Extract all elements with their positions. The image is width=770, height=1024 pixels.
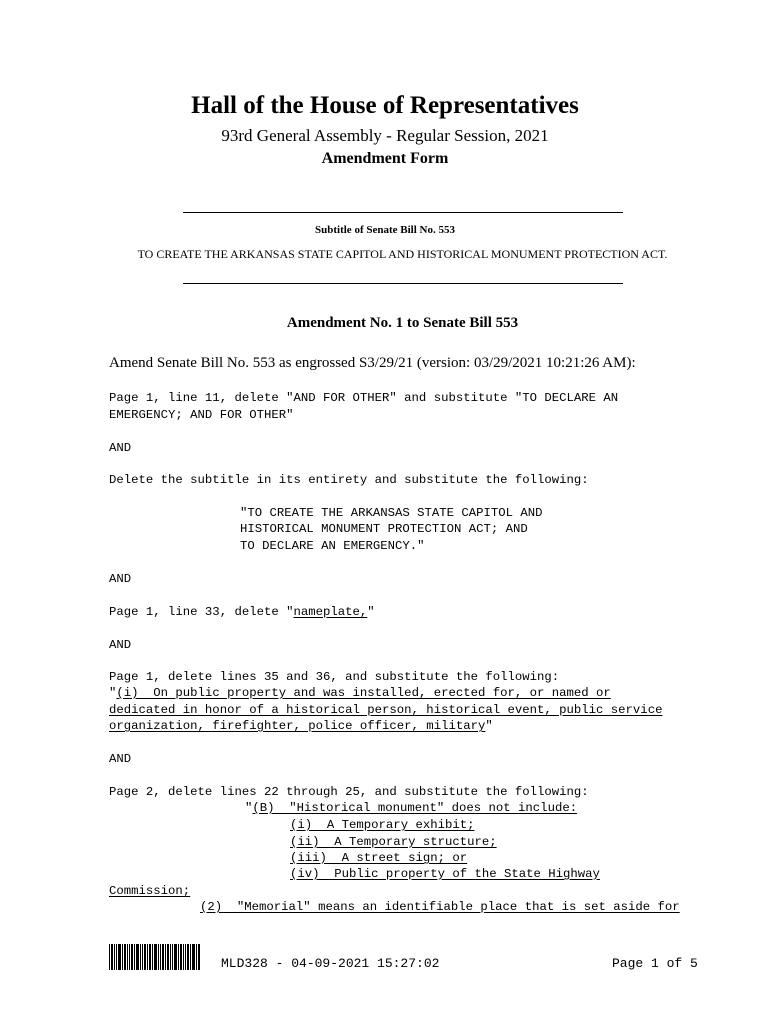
document-title: Hall of the House of Representatives: [191, 92, 579, 119]
and-separator-4: AND: [109, 752, 132, 766]
instruction-3-suffix: ": [367, 605, 375, 619]
and-separator-2: AND: [109, 572, 132, 586]
instruction-1-line-1: Page 1, line 11, delete "AND FOR OTHER" and substitute "TO DECLARE AN: [109, 391, 619, 405]
subtitle-text: TO CREATE THE ARKANSAS STATE CAPITOL AND HISTORICAL MONUMENT PROTECTION ACT.: [137, 247, 668, 261]
amendment-intro: Amend Senate Bill No. 553 as engrossed S3/29/21 (version: 03/29/2021 10:21:26 AM):: [109, 355, 636, 371]
quote-line-2: HISTORICAL MONUMENT PROTECTION ACT; AND: [240, 522, 528, 536]
item-iv-continued: Commission;: [109, 884, 191, 898]
subsection-b: (B) "Historical monument" does not include:: [252, 801, 578, 815]
item-i: (i) A Temporary exhibit;: [290, 818, 475, 832]
session-line: 93rd General Assembly - Regular Session, 2021: [221, 126, 549, 145]
footer-document-id: MLD328 - 04-09-2021 15:27:02: [221, 956, 440, 971]
item-iv: (iv) Public property of the State Highway: [290, 867, 600, 881]
instruction-3-prefix: Page 1, line 33, delete ": [109, 605, 294, 619]
item-ii: (ii) A Temporary structure;: [290, 835, 497, 849]
deleted-word: nameplate,: [293, 605, 368, 619]
item-iii: (iii) A street sign; or: [290, 851, 468, 865]
substitute-text-3: organization, firefighter, police officer, military: [109, 719, 486, 733]
open-quote-b: ": [245, 801, 253, 815]
quote-line-1: "TO CREATE THE ARKANSAS STATE CAPITOL AND: [240, 506, 543, 520]
instruction-4: Page 1, delete lines 35 and 36, and substitute the following:: [109, 670, 560, 684]
quote-line-3: TO DECLARE AN EMERGENCY.": [240, 539, 425, 553]
instruction-1-line-2: EMERGENCY; AND FOR OTHER": [109, 408, 294, 422]
substitute-text-2: dedicated in honor of a historical person, historical event, public service: [109, 703, 663, 717]
amendment-heading: Amendment No. 1 to Senate Bill 553: [286, 315, 519, 331]
and-separator-1: AND: [109, 441, 132, 455]
instruction-3: [109, 605, 375, 619]
open-quote: ": [109, 686, 117, 700]
subsection-2: (2) "Memorial" means an identifiable place that is set aside for: [200, 900, 680, 914]
substitute-text-1: (i) On public property and was installed, erected for, or named or: [116, 686, 611, 700]
footer-page-number: Page 1 of 5: [612, 956, 698, 971]
instruction-5-b: [245, 801, 577, 815]
instruction-4-line-3: [109, 719, 493, 733]
form-type: Amendment Form: [321, 150, 449, 167]
instruction-4-line-1: [109, 686, 611, 700]
divider-top: [183, 212, 623, 213]
and-separator-3: AND: [109, 638, 132, 652]
instruction-5: Page 2, delete lines 22 through 25, and substitute the following:: [109, 785, 589, 799]
divider-bottom: [183, 283, 623, 284]
instruction-2: Delete the subtitle in its entirety and substitute the following:: [109, 473, 589, 487]
subtitle-label: Subtitle of Senate Bill No. 553: [315, 224, 455, 236]
close-quote: ": [485, 719, 493, 733]
